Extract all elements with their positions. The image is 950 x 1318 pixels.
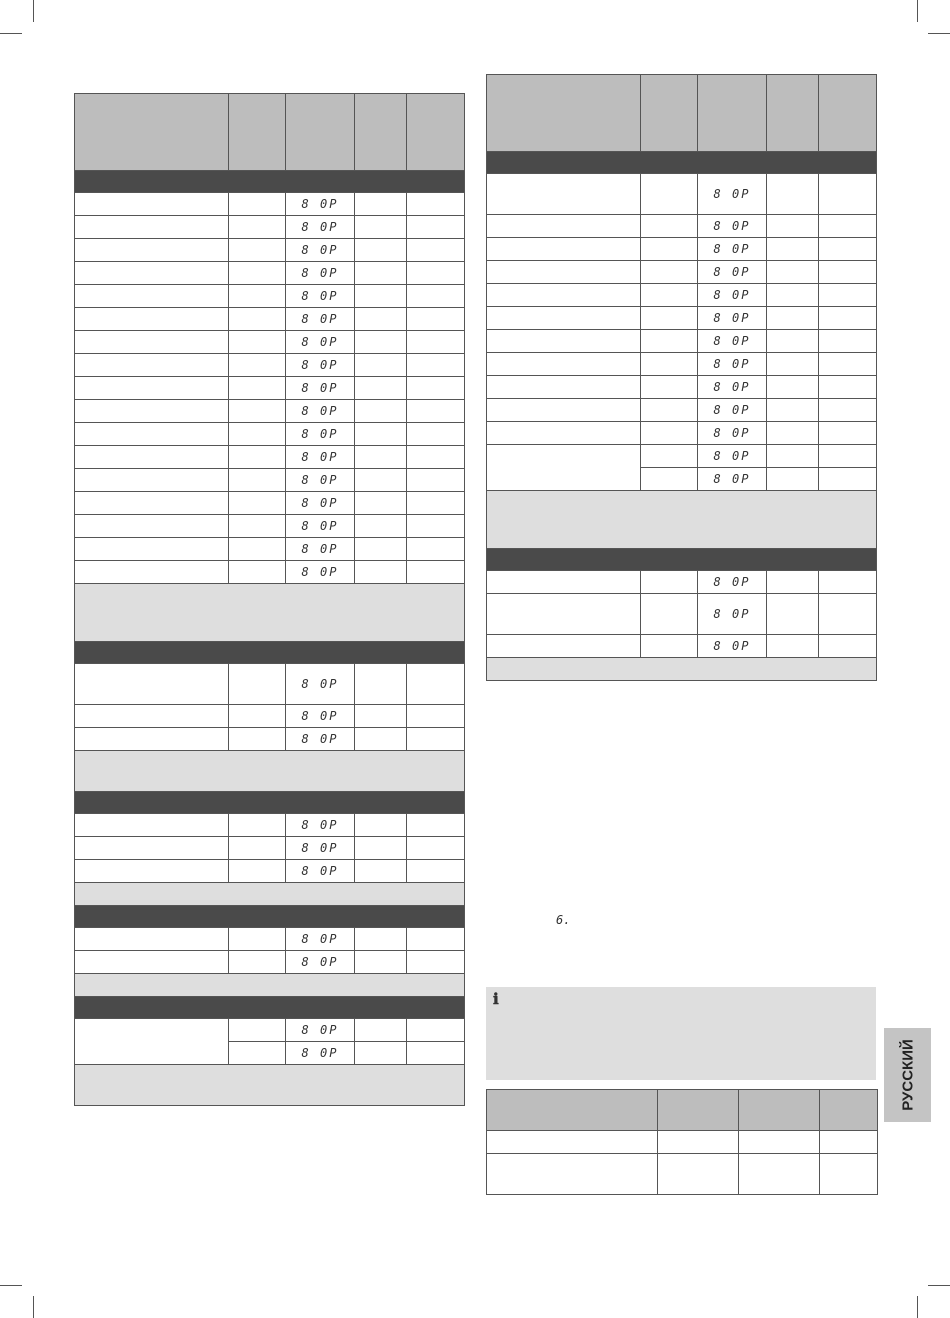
table-row — [75, 308, 465, 331]
crop-mark — [917, 1296, 918, 1318]
program-table-left — [74, 93, 465, 1106]
table-row — [75, 814, 465, 837]
display-code: 8 0P — [698, 422, 767, 445]
table-row — [487, 307, 877, 330]
display-code: 8 0P — [698, 330, 767, 353]
table-row — [75, 492, 465, 515]
note-row — [75, 1065, 465, 1106]
display-code: 8 0P — [286, 561, 355, 584]
info-box — [486, 987, 876, 1080]
display-code: 8 0P — [286, 515, 355, 538]
crop-mark — [0, 33, 22, 34]
display-code: 8 0P — [698, 238, 767, 261]
program-table-right — [486, 74, 877, 681]
display-code: 8 0P — [698, 399, 767, 422]
note-row — [75, 974, 465, 997]
table-row — [487, 174, 877, 215]
table-row — [487, 284, 877, 307]
table-row — [75, 561, 465, 584]
table-row — [75, 262, 465, 285]
section-bar — [75, 642, 465, 664]
crop-mark — [928, 1285, 950, 1286]
display-code: 8 0P — [698, 571, 767, 594]
display-code: 8 0P — [286, 446, 355, 469]
table-row — [75, 354, 465, 377]
display-code: 8 0P — [286, 492, 355, 515]
table-row — [487, 1154, 878, 1195]
display-code: 8 0P — [698, 261, 767, 284]
table-row — [75, 377, 465, 400]
table-row — [487, 330, 877, 353]
table-row — [75, 664, 465, 705]
display-code: 8 0P — [698, 353, 767, 376]
table-row — [487, 571, 877, 594]
table-row — [75, 837, 465, 860]
table-row — [75, 423, 465, 446]
table-row — [75, 860, 465, 883]
section-bar — [75, 792, 465, 814]
table-row — [487, 445, 877, 468]
display-code: 8 0P — [286, 860, 355, 883]
table-row — [75, 446, 465, 469]
table-row — [75, 193, 465, 216]
display-code: 8 0P — [286, 216, 355, 239]
display-code: 8 0P — [286, 705, 355, 728]
display-code: 8 0P — [286, 331, 355, 354]
crop-mark — [33, 0, 34, 22]
table-row — [75, 239, 465, 262]
table-row — [487, 422, 877, 445]
table-row — [75, 1019, 465, 1042]
table-row — [487, 238, 877, 261]
language-tab — [884, 1028, 931, 1122]
display-code: 8 0P — [286, 354, 355, 377]
table-row — [487, 376, 877, 399]
table-row — [487, 261, 877, 284]
display-code: 8 0P — [286, 239, 355, 262]
display-code: 8 0P — [286, 423, 355, 446]
table-row — [75, 705, 465, 728]
display-code: 8 0P — [286, 951, 355, 974]
display-code: 8 0P — [698, 307, 767, 330]
note-row — [487, 658, 877, 681]
table-header — [75, 94, 465, 171]
display-code: 8 0P — [698, 376, 767, 399]
table-row — [75, 216, 465, 239]
section-bar — [75, 906, 465, 928]
display-code: 8 0P — [286, 400, 355, 423]
table-row — [75, 951, 465, 974]
display-code: 8 0P — [286, 285, 355, 308]
table-row — [487, 215, 877, 238]
table-header — [487, 1090, 878, 1131]
display-code: 8 0P — [286, 728, 355, 751]
display-code: 8 0P — [286, 1042, 355, 1065]
display-code: 8 0P — [698, 468, 767, 491]
info-icon: ℹ — [493, 990, 499, 1008]
display-code: 8 0P — [286, 1019, 355, 1042]
table-row — [75, 928, 465, 951]
crop-mark — [33, 1296, 34, 1318]
display-code: 8 0P — [698, 635, 767, 658]
section-bar — [75, 997, 465, 1019]
bottom-table — [486, 1089, 878, 1195]
display-code: 8 0P — [286, 928, 355, 951]
crop-mark — [0, 1285, 22, 1286]
table-row — [75, 331, 465, 354]
display-code: 8 0P — [698, 284, 767, 307]
display-code: 8 0P — [698, 174, 767, 215]
crop-mark — [928, 33, 950, 34]
display-code: 8 0P — [286, 262, 355, 285]
table-row — [487, 353, 877, 376]
table-row — [75, 285, 465, 308]
display-code: 8 0P — [698, 445, 767, 468]
language-label: РУССКИЙ — [899, 1039, 916, 1111]
table-row — [75, 728, 465, 751]
note-row — [75, 584, 465, 642]
display-code: 8 0P — [286, 469, 355, 492]
table-row — [75, 400, 465, 423]
note-row — [487, 491, 877, 549]
section-bar — [75, 171, 465, 193]
display-code: 8 0P — [286, 837, 355, 860]
table-row — [75, 538, 465, 561]
table-row — [487, 594, 877, 635]
note-row — [75, 883, 465, 906]
table-row — [487, 1131, 878, 1154]
table-row — [487, 399, 877, 422]
crop-mark — [917, 0, 918, 22]
display-code: 8 0P — [698, 215, 767, 238]
table-row — [487, 635, 877, 658]
display-code: 8 0P — [286, 308, 355, 331]
display-code: 8 0P — [286, 538, 355, 561]
display-code: 8 0P — [286, 814, 355, 837]
display-code: 8 0P — [286, 664, 355, 705]
section-bar — [487, 152, 877, 174]
note-row — [75, 751, 465, 792]
table-row — [75, 515, 465, 538]
section-bar — [487, 549, 877, 571]
display-marker: 6. — [556, 913, 571, 927]
table-row — [75, 469, 465, 492]
display-code: 8 0P — [286, 377, 355, 400]
table-header — [487, 75, 877, 152]
display-code: 8 0P — [698, 594, 767, 635]
display-code: 8 0P — [286, 193, 355, 216]
